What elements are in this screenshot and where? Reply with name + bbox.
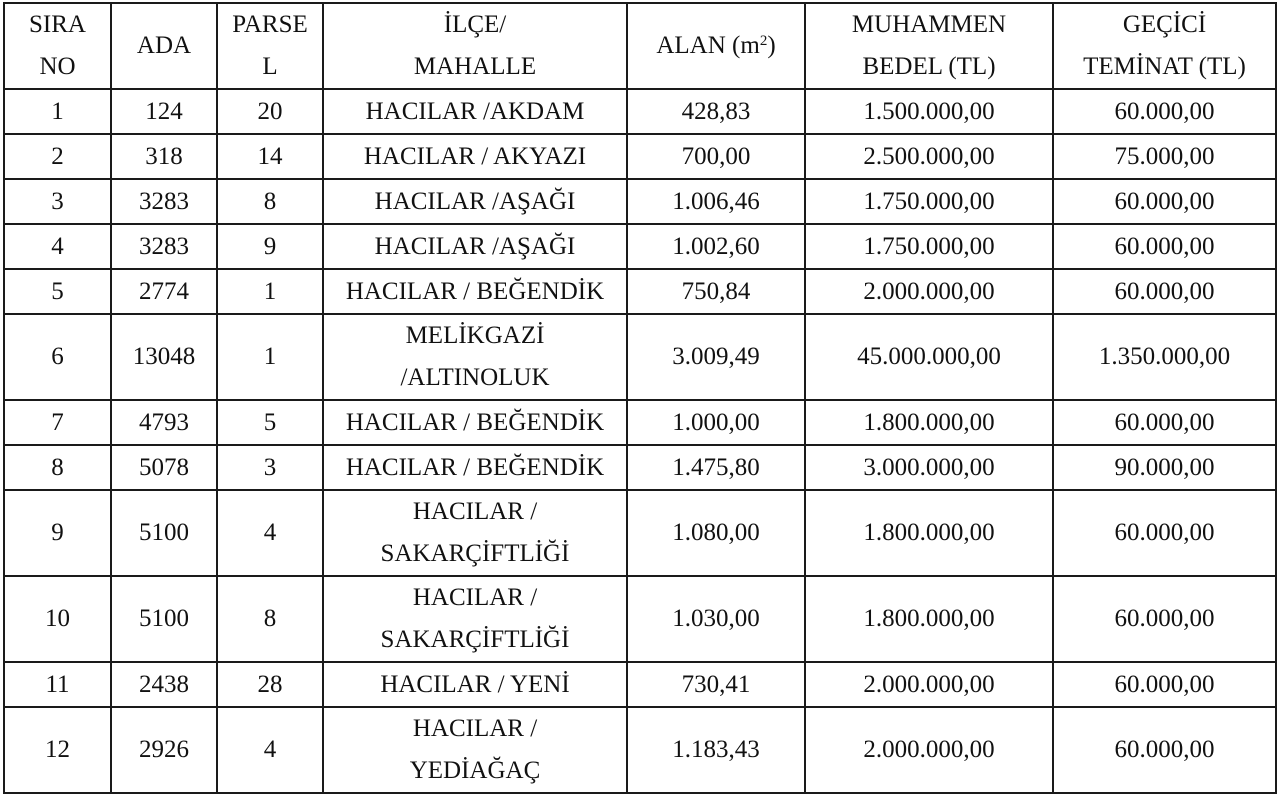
- mahalle-line: HACILAR / BEĞENDİK: [345, 409, 605, 436]
- cell-gecici-teminat: 90.000,00: [1053, 445, 1276, 490]
- cell-ilce-mahalle: [323, 314, 627, 400]
- cell-muhammen-bedel: 2.000.000,00: [805, 662, 1053, 707]
- cell-sira-no: 2: [4, 134, 111, 179]
- cell-ada: 13048: [111, 314, 217, 400]
- table-row: [4, 134, 1276, 179]
- cell-muhammen-bedel: 1.800.000,00: [805, 400, 1053, 445]
- cell-sira-no: 11: [4, 662, 111, 707]
- table-row: [4, 490, 1276, 576]
- cell-parsel: 1: [217, 269, 323, 314]
- cell-gecici-teminat: 60.000,00: [1053, 179, 1276, 224]
- cell-sira-no: 9: [4, 490, 111, 576]
- table-row: [4, 576, 1276, 662]
- cell-parsel: 4: [217, 490, 323, 576]
- cell-parsel: 1: [217, 314, 323, 400]
- mahalle-line: HACILAR / AKYAZI: [363, 143, 587, 170]
- cell-gecici-teminat: 60.000,00: [1053, 269, 1276, 314]
- header-parsel: PARSE L: [217, 3, 323, 89]
- cell-alan: 730,41: [627, 662, 805, 707]
- cell-ilce-mahalle: [323, 400, 627, 445]
- table-row: [4, 224, 1276, 269]
- table-body: [4, 89, 1276, 793]
- cell-muhammen-bedel: 3.000.000,00: [805, 445, 1053, 490]
- mahalle-line: MELİKGAZİ: [405, 322, 545, 349]
- cell-parsel: 28: [217, 662, 323, 707]
- cell-alan: 1.080,00: [627, 490, 805, 576]
- cell-ada: 2438: [111, 662, 217, 707]
- cell-muhammen-bedel: 2.000.000,00: [805, 269, 1053, 314]
- cell-muhammen-bedel: 1.750.000,00: [805, 224, 1053, 269]
- cell-ada: 2774: [111, 269, 217, 314]
- cell-gecici-teminat: 60.000,00: [1053, 224, 1276, 269]
- mahalle-line: HACILAR /: [412, 498, 538, 525]
- cell-parsel: 9: [217, 224, 323, 269]
- cell-ada: 3283: [111, 224, 217, 269]
- cell-parsel: 8: [217, 179, 323, 224]
- cell-gecici-teminat: 1.350.000,00: [1053, 314, 1276, 400]
- mahalle-line: HACILAR /AKDAM: [365, 98, 585, 125]
- cell-ilce-mahalle: [323, 662, 627, 707]
- cell-ilce-mahalle: [323, 707, 627, 793]
- cell-alan: 428,83: [627, 89, 805, 134]
- cell-ada: 2926: [111, 707, 217, 793]
- table-row: [4, 445, 1276, 490]
- cell-ilce-mahalle: [323, 89, 627, 134]
- cell-ilce-mahalle: [323, 224, 627, 269]
- table-row: [4, 89, 1276, 134]
- header-gecici-teminat: GEÇİCİ TEMİNAT (TL): [1053, 3, 1276, 89]
- cell-parsel: 3: [217, 445, 323, 490]
- mahalle-line: HACILAR / YENİ: [380, 671, 570, 698]
- cell-gecici-teminat: 60.000,00: [1053, 662, 1276, 707]
- cell-gecici-teminat: 60.000,00: [1053, 707, 1276, 793]
- table-row: [4, 400, 1276, 445]
- cell-muhammen-bedel: 2.000.000,00: [805, 707, 1053, 793]
- mahalle-line: HACILAR /AŞAĞI: [374, 188, 576, 215]
- cell-ada: 124: [111, 89, 217, 134]
- cell-ilce-mahalle: [323, 179, 627, 224]
- cell-muhammen-bedel: 1.800.000,00: [805, 576, 1053, 662]
- cell-ada: 5100: [111, 576, 217, 662]
- cell-ilce-mahalle: [323, 269, 627, 314]
- mahalle-line: HACILAR /AŞAĞI: [374, 233, 576, 260]
- cell-gecici-teminat: 75.000,00: [1053, 134, 1276, 179]
- cell-gecici-teminat: 60.000,00: [1053, 490, 1276, 576]
- cell-ilce-mahalle: [323, 490, 627, 576]
- mahalle-line: /ALTINOLUK: [400, 364, 550, 391]
- table-row: [4, 179, 1276, 224]
- table-row: [4, 269, 1276, 314]
- cell-sira-no: 6: [4, 314, 111, 400]
- header-alan: ALAN $(m^2)$: [627, 3, 805, 89]
- cell-alan: 1.006,46: [627, 179, 805, 224]
- cell-ada: 3283: [111, 179, 217, 224]
- table-row: [4, 662, 1276, 707]
- header-ilce-mahalle: İLÇE/ MAHALLE: [323, 3, 627, 89]
- cell-muhammen-bedel: 1.750.000,00: [805, 179, 1053, 224]
- cell-alan: 1.030,00: [627, 576, 805, 662]
- cell-alan: 1.000,00: [627, 400, 805, 445]
- cell-parsel: 8: [217, 576, 323, 662]
- cell-sira-no: 4: [4, 224, 111, 269]
- cell-muhammen-bedel: 45.000.000,00: [805, 314, 1053, 400]
- mahalle-line: SAKARÇİFTLİĞİ: [380, 540, 570, 567]
- cell-sira-no: 10: [4, 576, 111, 662]
- header-ada: ADA: [111, 3, 217, 89]
- cell-ilce-mahalle: [323, 134, 627, 179]
- cell-gecici-teminat: 60.000,00: [1053, 89, 1276, 134]
- cell-ilce-mahalle: [323, 445, 627, 490]
- mahalle-line: YEDİAĞAÇ: [409, 757, 541, 784]
- mahalle-line: HACILAR / BEĞENDİK: [345, 454, 605, 481]
- cell-alan: 3.009,49: [627, 314, 805, 400]
- cell-sira-no: 7: [4, 400, 111, 445]
- cell-gecici-teminat: 60.000,00: [1053, 576, 1276, 662]
- cell-alan: 1.002,60: [627, 224, 805, 269]
- cell-alan: 1.475,80: [627, 445, 805, 490]
- cell-sira-no: 3: [4, 179, 111, 224]
- cell-alan: 700,00: [627, 134, 805, 179]
- cell-gecici-teminat: 60.000,00: [1053, 400, 1276, 445]
- table-row: [4, 707, 1276, 793]
- cell-ada: 5078: [111, 445, 217, 490]
- cell-parsel: 14: [217, 134, 323, 179]
- cell-parsel: 5: [217, 400, 323, 445]
- mahalle-line: HACILAR /: [412, 584, 538, 611]
- document-page: [3, 2, 1277, 794]
- cell-ada: 318: [111, 134, 217, 179]
- mahalle-line: SAKARÇİFTLİĞİ: [380, 626, 570, 653]
- mahalle-line: HACILAR / BEĞENDİK: [345, 278, 605, 305]
- header-sira-no: SIRA NO: [4, 3, 111, 89]
- cell-parsel: 4: [217, 707, 323, 793]
- mahalle-line: HACILAR /: [412, 715, 538, 742]
- cell-muhammen-bedel: 2.500.000,00: [805, 134, 1053, 179]
- header-muhammen-bedel: MUHAMMEN BEDEL (TL): [805, 3, 1053, 89]
- cell-sira-no: 12: [4, 707, 111, 793]
- cell-ada: 4793: [111, 400, 217, 445]
- cell-muhammen-bedel: 1.500.000,00: [805, 89, 1053, 134]
- cell-alan: 1.183,43: [627, 707, 805, 793]
- cell-ada: 5100: [111, 490, 217, 576]
- cell-muhammen-bedel: 1.800.000,00: [805, 490, 1053, 576]
- cell-sira-no: 1: [4, 89, 111, 134]
- parcel-table: [3, 2, 1277, 794]
- cell-sira-no: 8: [4, 445, 111, 490]
- cell-sira-no: 5: [4, 269, 111, 314]
- cell-alan: 750,84: [627, 269, 805, 314]
- table-row: [4, 314, 1276, 400]
- cell-ilce-mahalle: [323, 576, 627, 662]
- header-row: [4, 3, 1276, 89]
- cell-parsel: 20: [217, 89, 323, 134]
